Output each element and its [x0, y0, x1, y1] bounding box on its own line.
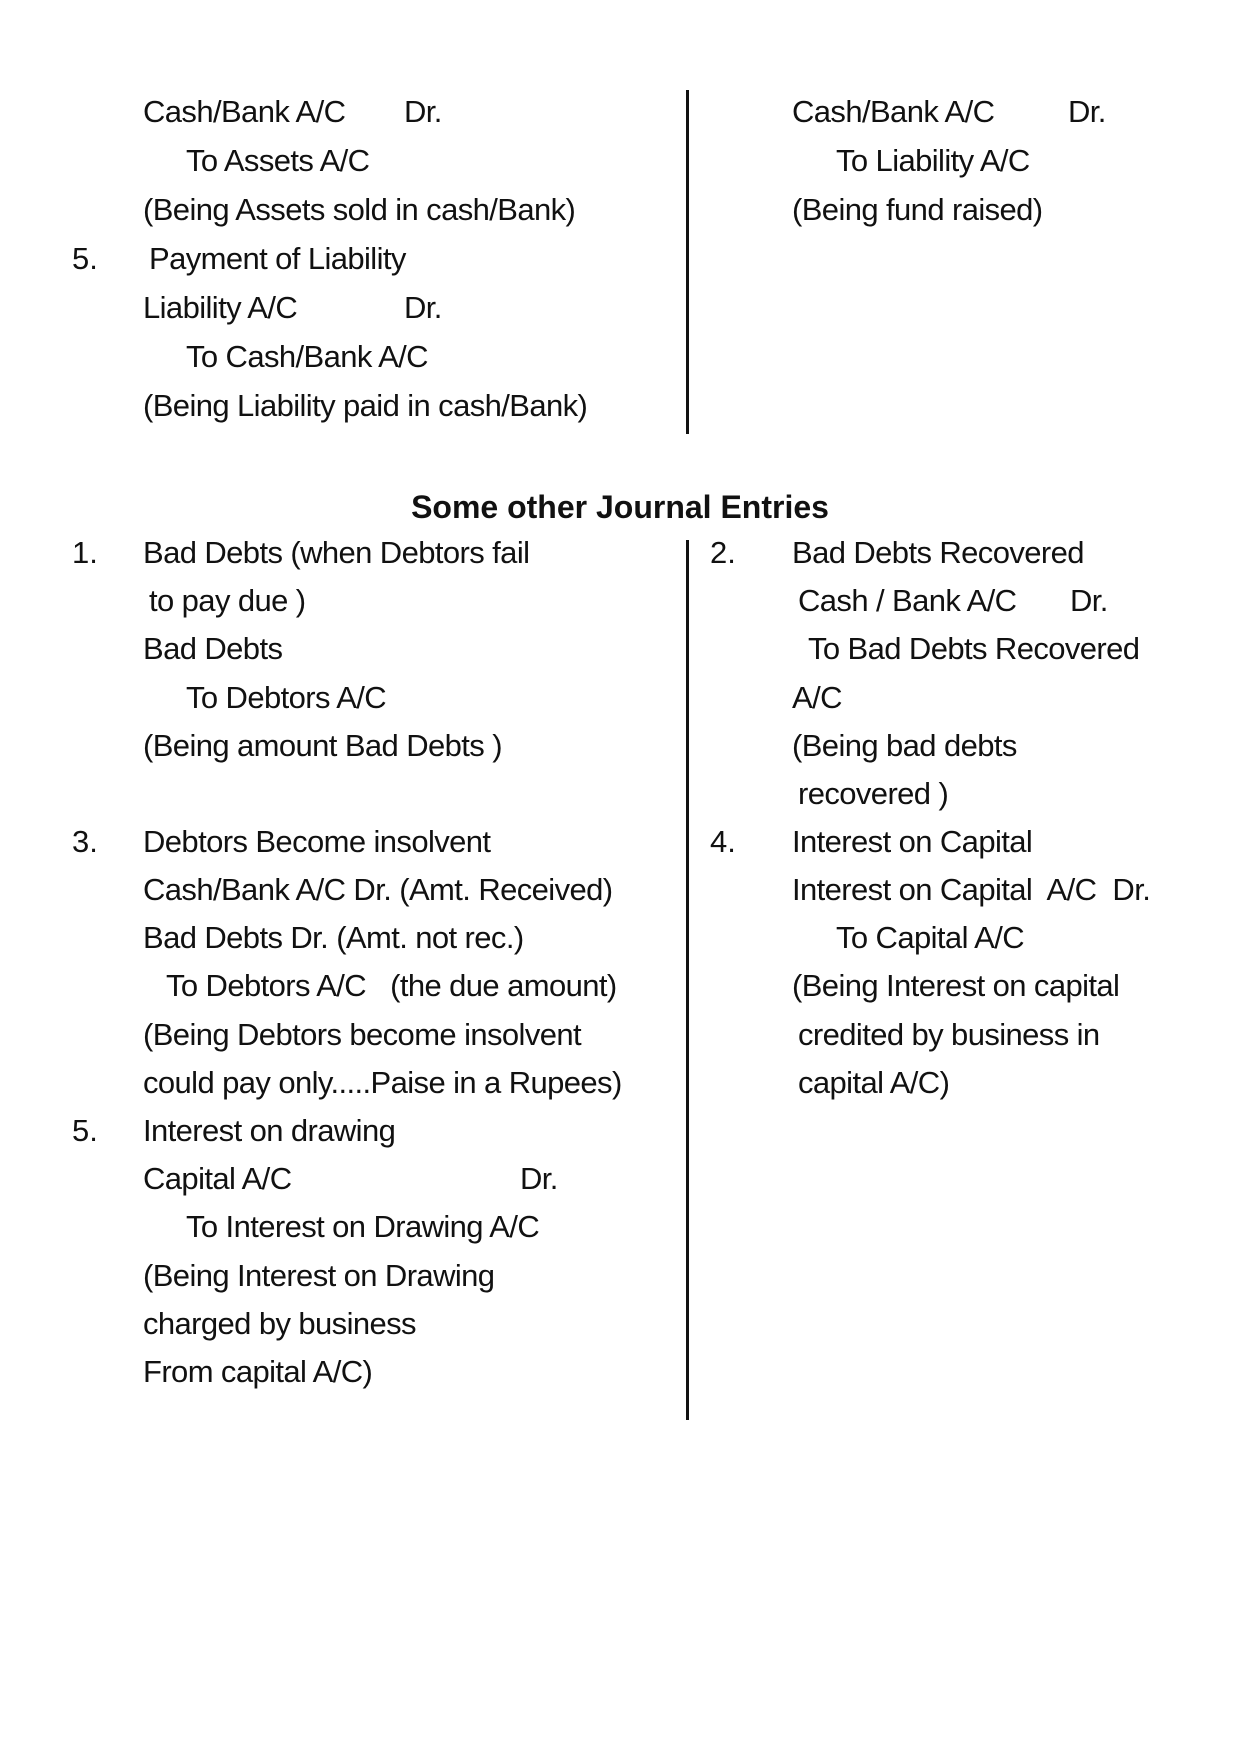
journal-line: Interest on Capital A/C Dr. [792, 872, 1151, 907]
journal-narration: recovered ) [798, 776, 949, 811]
entry-title: Bad Debts (when Debtors fail [143, 535, 530, 570]
journal-line: Cash / Bank A/C [798, 583, 1017, 618]
journal-narration: (Being Assets sold in cash/Bank) [143, 192, 576, 227]
journal-line: Cash/Bank A/C Dr. (Amt. Received) [143, 872, 613, 907]
entry-number: 4. [710, 824, 736, 859]
entry-title: to pay due ) [149, 583, 306, 618]
journal-line: To Bad Debts Recovered [808, 631, 1140, 666]
debit-marker: Dr. [520, 1161, 558, 1196]
journal-narration: charged by business [143, 1306, 416, 1341]
entry-number: 2. [710, 535, 736, 570]
journal-line: A/C [792, 680, 842, 715]
journal-narration: (Being amount Bad Debts ) [143, 728, 502, 763]
debit-marker: Dr. [1070, 583, 1108, 618]
entry-number: 5. [72, 1113, 98, 1148]
journal-narration: (Being Debtors become insolvent [143, 1017, 582, 1052]
section-heading: Some other Journal Entries [411, 489, 829, 525]
journal-line: Bad Debts Dr. (Amt. not rec.) [143, 920, 524, 955]
journal-line: Cash/Bank A/C [792, 94, 995, 129]
journal-line: Capital A/C [143, 1161, 292, 1196]
entry-title: Payment of Liability [149, 241, 406, 276]
journal-line: Cash/Bank A/C [143, 94, 346, 129]
debit-marker: Dr. [404, 94, 442, 129]
journal-line: To Cash/Bank A/C [186, 339, 428, 374]
journal-narration: From capital A/C) [143, 1354, 373, 1389]
journal-line: To Assets A/C [186, 143, 370, 178]
debit-marker: Dr. [404, 290, 442, 325]
journal-narration: could pay only.....Paise in a Rupees) [143, 1065, 622, 1100]
journal-narration: (Being fund raised) [792, 192, 1043, 227]
journal-narration: (Being Interest on capital [792, 968, 1120, 1003]
column-divider-bottom [686, 540, 689, 1420]
journal-narration: (Being bad debts [792, 728, 1017, 763]
journal-line: To Interest on Drawing A/C [186, 1209, 540, 1244]
entry-title: Interest on Capital [792, 824, 1033, 859]
journal-narration: capital A/C) [798, 1065, 950, 1100]
journal-line: To Liability A/C [836, 143, 1030, 178]
journal-line: To Debtors A/C (the due amount) [166, 968, 617, 1003]
journal-narration: (Being Liability paid in cash/Bank) [143, 388, 588, 423]
entry-title: Bad Debts Recovered [792, 535, 1084, 570]
journal-line: To Capital A/C [836, 920, 1025, 955]
journal-line: Liability A/C [143, 290, 298, 325]
entry-number: 5. [72, 241, 98, 276]
debit-marker: Dr. [1068, 94, 1106, 129]
column-divider-top [686, 90, 689, 434]
entry-title: Debtors Become insolvent [143, 824, 491, 859]
journal-narration: credited by business in [798, 1017, 1100, 1052]
journal-line: To Debtors A/C [186, 680, 387, 715]
journal-narration: (Being Interest on Drawing [143, 1258, 495, 1293]
entry-number: 3. [72, 824, 98, 859]
journal-line: Bad Debts [143, 631, 283, 666]
entry-number: 1. [72, 535, 98, 570]
entry-title: Interest on drawing [143, 1113, 396, 1148]
